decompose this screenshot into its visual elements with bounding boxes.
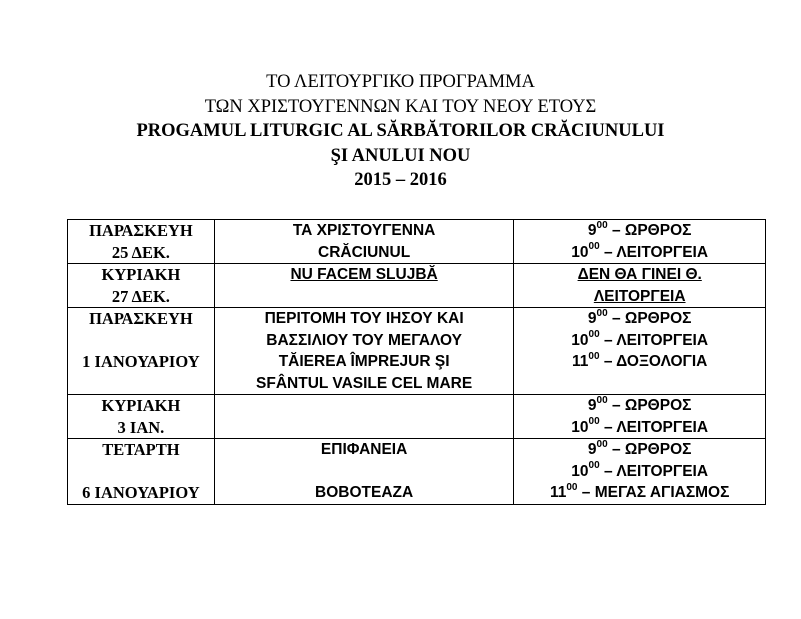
- feast-line: TĂIEREA ÎMPREJUR ŞI: [278, 353, 450, 370]
- feast-line: NU FACEM SLUJBĂ: [290, 266, 438, 283]
- table-row: [68, 308, 766, 395]
- service-cell: [514, 220, 766, 264]
- document-header: [0, 70, 801, 193]
- day-cell: [68, 220, 215, 264]
- feast-cell: [214, 395, 514, 439]
- day-cell: [68, 439, 215, 505]
- service-note: ΔΕΝ ΘΑ ΓΙΝΕΙ Θ.: [577, 266, 702, 283]
- feast-cell: [214, 308, 514, 395]
- day-cell: [68, 308, 215, 395]
- service-line: $9^{00}$ – ΩΡΘΡΟΣ: [587, 307, 692, 327]
- feast-line: ΒΑΣΣΙΛΙΟΥ ΤΟΥ ΜΕΓΑΛΟΥ: [266, 331, 462, 349]
- table-row: [68, 439, 766, 505]
- day-name: ΠΑΡΑΣΚΕΥΗ: [89, 221, 193, 240]
- service-line: $10^{00}$ – ΛΕΙΤΟΡΓΕΙΑ: [571, 460, 709, 480]
- table-row: [68, 264, 766, 308]
- service-cell: [514, 395, 766, 439]
- feast-cell: [214, 439, 514, 505]
- header-title-greek-2: ΤΩΝ ΧΡΙΣΤΟΥΓΕΝΝΩΝ ΚΑΙ ΤΟΥ ΝΕΟΥ ΕΤΟΥΣ: [204, 96, 597, 117]
- feast-line: BOBOTEAZA: [315, 484, 414, 501]
- day-name: ΚΥΡΙΑΚΗ: [101, 396, 181, 415]
- feast-cell: [214, 220, 514, 264]
- day-date: 6 ΙΑΝΟΥΑΡΙΟΥ: [82, 483, 200, 502]
- service-line: $9^{00}$ – ΩΡΘΡΟΣ: [587, 219, 692, 239]
- day-date: 3 ΙΑΝ.: [117, 417, 165, 437]
- feast-line: CRĂCIUNUL: [318, 243, 411, 261]
- header-title-romanian-2: ŞI ANULUI NOU: [330, 145, 471, 166]
- service-line: $11^{00}$ – ΔΟΞΟΛΟΓΙΑ: [572, 350, 708, 370]
- feast-line: ΠΕΡΙΤΟΜΗ ΤΟΥ ΙΗΣΟΥ ΚΑΙ: [264, 310, 464, 327]
- service-cell: [514, 439, 766, 505]
- schedule-table: [67, 219, 766, 505]
- day-name: ΚΥΡΙΑΚΗ: [101, 265, 181, 284]
- service-note: ΛΕΙΤΟΡΓΕΙΑ: [593, 287, 686, 305]
- service-cell: [514, 308, 766, 395]
- header-title-romanian-1: PROGAMUL LITURGIC AL SĂRBĂTORILOR CRĂCIUNULUI: [136, 121, 665, 141]
- header-title-greek-1: ΤΟ ΛΕΙΤΟΥΡΓΙΚΟ ΠΡΟΓΡΑΜΜΑ: [266, 72, 535, 92]
- service-line: $10^{00}$ – ΛΕΙΤΟΡΓΕΙΑ: [571, 241, 709, 261]
- service-line: $9^{00}$ – ΩΡΘΡΟΣ: [587, 394, 692, 414]
- feast-cell: [214, 264, 514, 308]
- day-name: ΤΕΤΑΡΤΗ: [102, 440, 180, 459]
- service-line: $10^{00}$ – ΛΕΙΤΟΡΓΕΙΑ: [571, 329, 709, 349]
- service-line: $11^{00}$ – ΜΕΓΑΣ ΑΓΙΑΣΜΟΣ: [549, 481, 730, 501]
- feast-line: ΕΠΙΦΑΝΕΙΑ: [320, 441, 408, 458]
- feast-line: ΤΑ ΧΡΙΣΤΟΥΓΕΝΝΑ: [292, 222, 436, 239]
- day-cell: [68, 264, 215, 308]
- day-name: ΠΑΡΑΣΚΕΥΗ: [89, 309, 193, 328]
- table-row: [68, 220, 766, 264]
- day-date: 25 ΔΕΚ.: [111, 242, 170, 262]
- service-line: $10^{00}$ – ΛΕΙΤΟΡΓΕΙΑ: [571, 416, 709, 436]
- service-cell: [514, 264, 766, 308]
- day-date: 27 ΔΕΚ.: [111, 286, 170, 306]
- day-cell: [68, 395, 215, 439]
- header-years: 2015 – 2016: [354, 170, 447, 190]
- table-row: [68, 395, 766, 439]
- feast-line: SFÂNTUL VASILE CEL MARE: [256, 374, 473, 392]
- day-date: 1 ΙΑΝΟΥΑΡΙΟΥ: [82, 352, 200, 371]
- service-line: $9^{00}$ – ΩΡΘΡΟΣ: [587, 438, 692, 458]
